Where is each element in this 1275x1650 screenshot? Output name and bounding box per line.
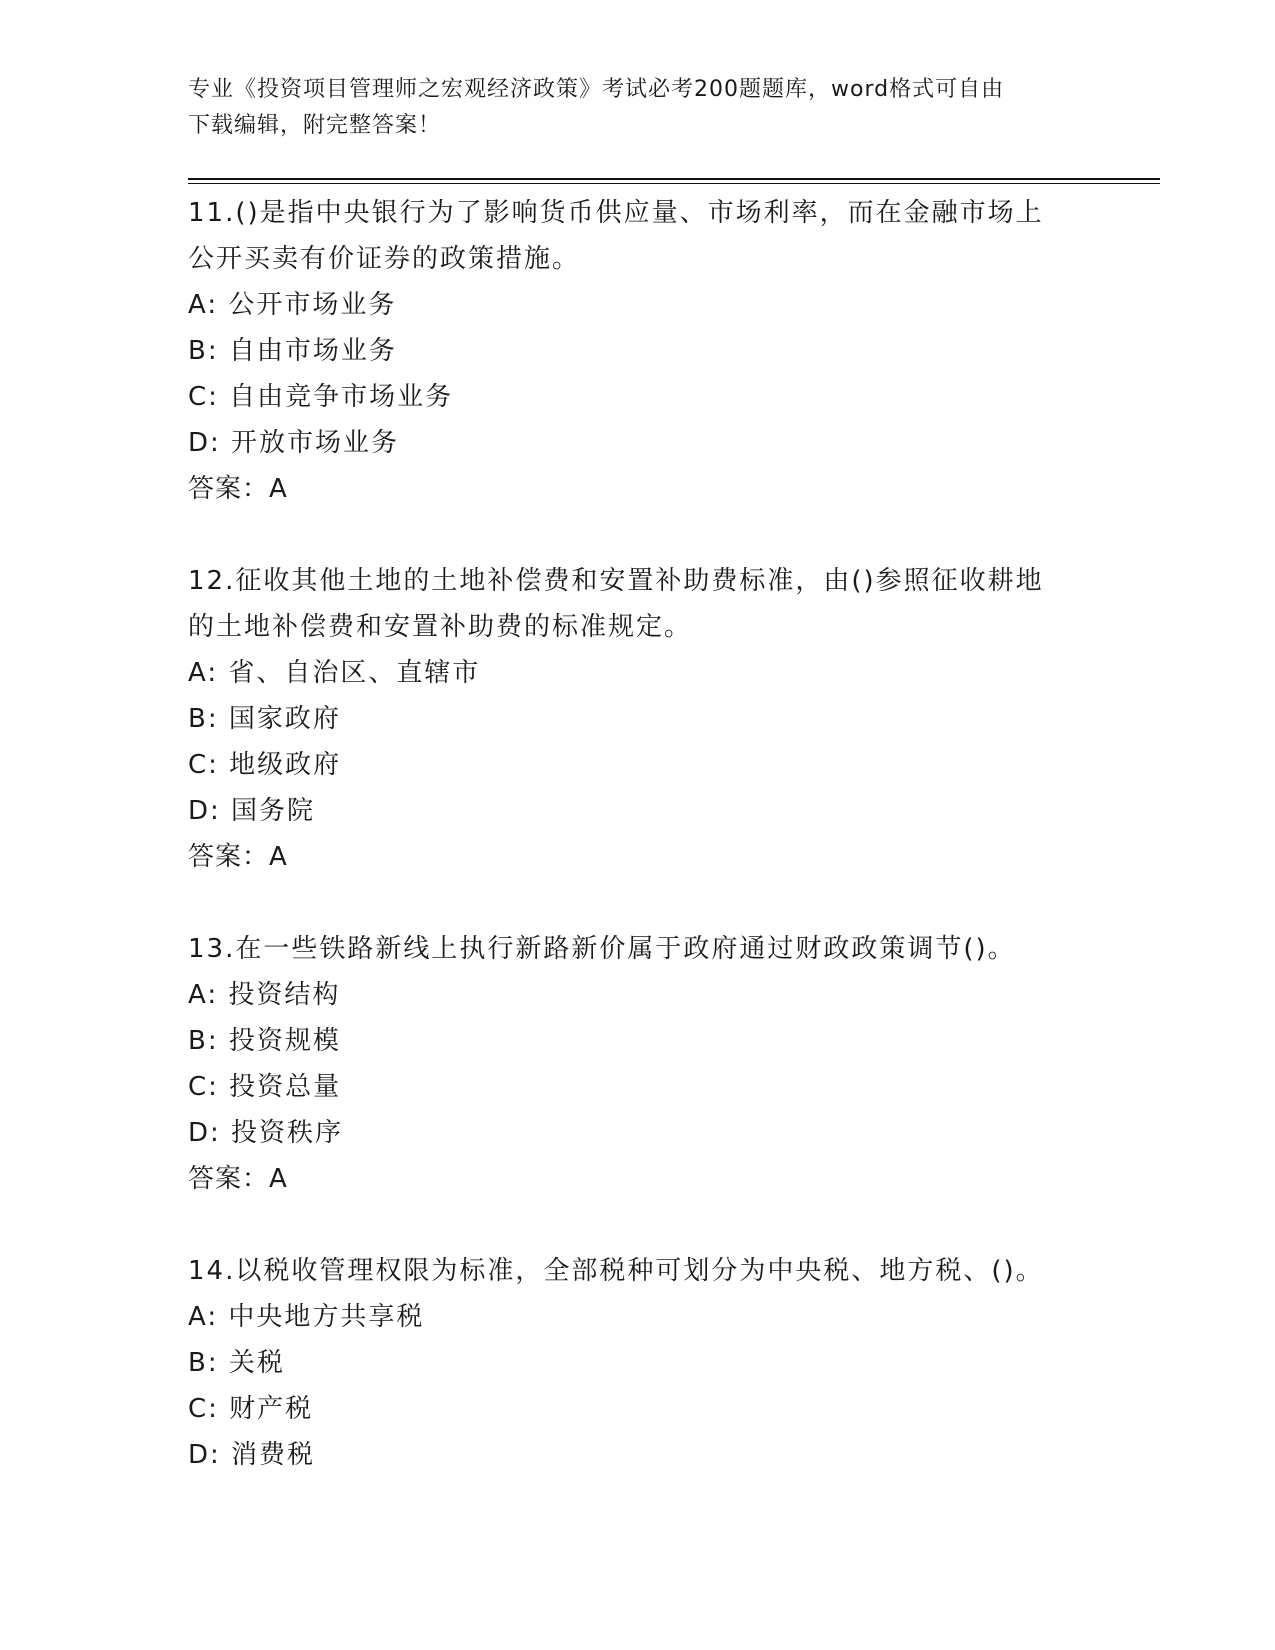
question-stem: 12.征收其他土地的土地补偿费和安置补助费标准，由()参照征收耕地 — [188, 566, 1044, 596]
question-stem: 14.以税收管理权限为标准，全部税种可划分为中央税、地方税、()。 — [188, 1256, 1044, 1286]
option-b: B: 投资规模 — [188, 1026, 341, 1056]
question-list — [188, 190, 1088, 1524]
option-a: A: 公开市场业务 — [188, 290, 397, 320]
option-a: A: 中央地方共享税 — [188, 1302, 425, 1332]
header-line-1: 专业《投资项目管理师之宏观经济政策》考试必考200题题库，word格式可自由 — [188, 77, 1005, 102]
option-d: D: 国务院 — [188, 796, 316, 826]
question-stem-continued: 公开买卖有价证券的政策措施。 — [188, 244, 581, 274]
header-divider-thick — [188, 178, 1160, 180]
option-d: D: 消费税 — [188, 1440, 316, 1470]
document-header — [188, 72, 1088, 144]
header-divider-thin — [188, 183, 1160, 184]
question-11 — [188, 190, 1088, 512]
answer: 答案：A — [188, 842, 288, 872]
option-a: A: 投资结构 — [188, 980, 341, 1010]
header-line-2: 下载编辑，附完整答案！ — [188, 113, 442, 138]
option-c: C: 自由竞争市场业务 — [188, 382, 454, 412]
answer: 答案：A — [188, 474, 288, 504]
option-b: B: 国家政府 — [188, 704, 341, 734]
question-stem: 11.()是指中央银行为了影响货币供应量、市场利率，而在金融市场上 — [188, 198, 1044, 228]
option-c: C: 地级政府 — [188, 750, 342, 780]
option-d: D: 投资秩序 — [188, 1118, 344, 1148]
option-c: C: 财产税 — [188, 1394, 314, 1424]
question-12 — [188, 558, 1088, 880]
option-b: B: 关税 — [188, 1348, 285, 1378]
option-c: C: 投资总量 — [188, 1072, 342, 1102]
question-stem-continued: 的土地补偿费和安置补助费的标准规定。 — [188, 612, 693, 642]
question-stem: 13.在一些铁路新线上执行新路新价属于政府通过财政政策调节()。 — [188, 934, 1016, 964]
option-d: D: 开放市场业务 — [188, 428, 400, 458]
answer: 答案：A — [188, 1164, 288, 1194]
question-14 — [188, 1248, 1088, 1478]
option-a: A: 省、自治区、直辖市 — [188, 658, 481, 688]
question-13 — [188, 926, 1088, 1202]
option-b: B: 自由市场业务 — [188, 336, 397, 366]
